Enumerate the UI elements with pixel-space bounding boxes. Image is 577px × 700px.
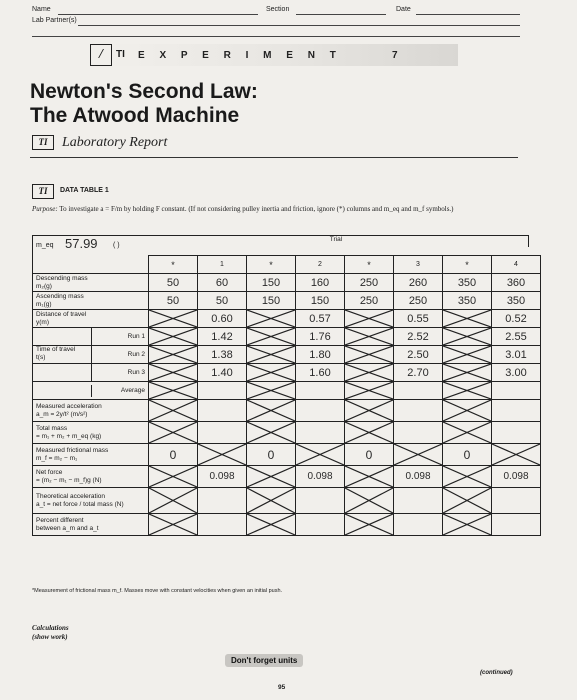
crossed-cell — [198, 444, 247, 466]
cell: 350 — [443, 274, 492, 292]
cross-mark-icon — [443, 382, 491, 399]
crossed-cell — [149, 364, 198, 382]
descending-mass-row — [33, 274, 541, 292]
cell: 0.098 — [198, 466, 247, 488]
row-label — [33, 514, 149, 536]
crossed-cell — [345, 400, 394, 422]
experiment-number: 7 — [392, 50, 398, 61]
cross-mark-icon — [443, 310, 491, 327]
cell: 50 — [149, 292, 198, 310]
cell: 150 — [247, 274, 296, 292]
cell: 0.60 — [198, 310, 247, 328]
lab-partners-line — [78, 25, 520, 26]
cell: 350 — [443, 292, 492, 310]
crossed-cell — [247, 514, 296, 536]
run3-row — [33, 364, 541, 382]
cell — [296, 488, 345, 514]
cell: 1.40 — [198, 364, 247, 382]
accel-label: Measured acceleration — [36, 402, 102, 410]
crossed-cell — [247, 400, 296, 422]
units-reminder-stamp: Don't forget units — [225, 654, 303, 667]
time-group-spacer — [33, 385, 91, 397]
cell: 2.55 — [492, 328, 541, 346]
meq-value: 57.99 — [65, 236, 98, 251]
row-label — [33, 422, 149, 444]
theoretical-unit: a_t = net force / total mass (N) — [36, 500, 124, 508]
cross-mark-icon — [443, 422, 491, 443]
cross-mark-icon — [296, 444, 344, 465]
row-label — [33, 274, 149, 292]
crossed-cell — [443, 328, 492, 346]
total-mass-unit: = m₁ + m₂ + m_eq (kg) — [36, 432, 102, 440]
experiment-label: E X P E R I M E N T — [138, 50, 342, 61]
time-label: Time of travel — [36, 346, 76, 353]
average-label: Average — [91, 385, 148, 397]
cross-mark-icon — [149, 310, 197, 327]
crossed-cell — [345, 346, 394, 364]
purpose-body: To investigate a = F/m by holding F constant. (If not considering pulley inertia and friction, ignore (*) columns and m_eq and m_f symbols.) — [59, 205, 454, 213]
run2-label: Run 2 — [91, 346, 148, 363]
cross-mark-icon — [247, 400, 295, 421]
crossed-cell — [345, 328, 394, 346]
crossed-cell — [443, 514, 492, 536]
cell: 150 — [296, 292, 345, 310]
col-header: 1 — [198, 256, 247, 274]
cell — [198, 514, 247, 536]
cross-mark-icon — [149, 382, 197, 399]
total-mass-label: Total mass — [36, 424, 68, 432]
col-header: * — [443, 256, 492, 274]
cell: 250 — [394, 292, 443, 310]
row-label — [33, 364, 149, 382]
crossed-cell — [149, 382, 198, 400]
cross-mark-icon — [149, 400, 197, 421]
cell: 50 — [198, 292, 247, 310]
average-row — [33, 382, 541, 400]
continued-note: (continued) — [480, 670, 513, 676]
data-table-ti-badge: TI — [32, 184, 54, 199]
cross-mark-icon — [443, 514, 491, 535]
crossed-cell — [443, 400, 492, 422]
cell — [198, 382, 247, 400]
frictional-mass-row — [33, 444, 541, 466]
cross-mark-icon — [149, 364, 197, 381]
cell: 0.098 — [492, 466, 541, 488]
cross-mark-icon — [247, 364, 295, 381]
page-title-line2: The Atwood Machine — [30, 104, 240, 127]
cell — [492, 400, 541, 422]
cross-mark-icon — [443, 364, 491, 381]
descending-mass-unit: m₂(g) — [36, 282, 52, 290]
cross-mark-icon — [443, 346, 491, 363]
cell: 2.70 — [394, 364, 443, 382]
crossed-cell — [149, 346, 198, 364]
cell: 60 — [198, 274, 247, 292]
distance-unit: y(m) — [36, 318, 49, 326]
run3-label: Run 3 — [91, 364, 148, 381]
header-blank — [33, 256, 149, 274]
cross-mark-icon — [149, 466, 197, 487]
theoretical-row — [33, 488, 541, 514]
section-label: Section — [266, 6, 290, 13]
crossed-cell — [247, 488, 296, 514]
ascending-mass-label: Ascending mass — [36, 292, 84, 300]
cell: 1.80 — [296, 346, 345, 364]
col-header: * — [345, 256, 394, 274]
name-label: Name — [32, 6, 51, 13]
cell — [296, 382, 345, 400]
cell: 2.52 — [394, 328, 443, 346]
purpose-text — [32, 205, 522, 214]
cell: 360 — [492, 274, 541, 292]
col-header: 3 — [394, 256, 443, 274]
run2-row — [33, 346, 541, 364]
cross-mark-icon — [345, 382, 393, 399]
crossed-cell — [443, 382, 492, 400]
cell — [296, 400, 345, 422]
cell — [394, 382, 443, 400]
cell — [394, 488, 443, 514]
cell — [492, 422, 541, 444]
cell: 1.38 — [198, 346, 247, 364]
cell: 0.55 — [394, 310, 443, 328]
crossed-cell — [345, 488, 394, 514]
crossed-cell — [345, 364, 394, 382]
cell — [198, 400, 247, 422]
run-label-wrap — [33, 346, 148, 363]
cross-mark-icon — [149, 328, 197, 345]
name-line — [58, 14, 258, 15]
cell — [492, 514, 541, 536]
cell — [198, 422, 247, 444]
experiment-ti-mark: TI — [116, 49, 125, 60]
cross-mark-icon — [345, 488, 393, 513]
cell: 0 — [247, 444, 296, 466]
cross-mark-icon — [198, 444, 246, 465]
ti-badge: TI — [32, 135, 54, 150]
cell: 350 — [492, 292, 541, 310]
cell — [394, 400, 443, 422]
crossed-cell — [247, 382, 296, 400]
cross-mark-icon — [247, 328, 295, 345]
run-label-wrap — [33, 328, 148, 345]
cross-mark-icon — [443, 400, 491, 421]
cross-mark-icon — [394, 444, 442, 465]
row-label — [33, 466, 149, 488]
crossed-cell — [149, 514, 198, 536]
crossed-cell — [394, 444, 443, 466]
cell: 250 — [345, 292, 394, 310]
cross-mark-icon — [247, 466, 295, 487]
net-force-label: Net force — [36, 468, 63, 476]
cross-mark-icon — [149, 514, 197, 535]
crossed-cell — [345, 382, 394, 400]
data-table — [32, 255, 541, 536]
column-header-row — [33, 256, 541, 274]
cross-mark-icon — [247, 346, 295, 363]
meq-unit: ( ) — [113, 242, 120, 249]
ascending-mass-unit: m₁(g) — [36, 300, 52, 308]
accel-unit: a_m = 2y/t² (m/s²) — [36, 410, 88, 418]
section-divider — [30, 157, 518, 158]
run-label-wrap — [33, 364, 148, 381]
calculations-title: Calculations — [32, 624, 69, 632]
cross-mark-icon — [345, 364, 393, 381]
descending-mass-label: Descending mass — [36, 274, 88, 282]
time-unit: t(s) — [36, 354, 46, 361]
cross-mark-icon — [345, 514, 393, 535]
lab-partners-line-2 — [32, 36, 520, 37]
col-header: * — [247, 256, 296, 274]
cross-mark-icon — [247, 422, 295, 443]
crossed-cell — [345, 514, 394, 536]
frictional-mass-label: Measured frictional mass — [36, 446, 109, 454]
row-label — [33, 382, 149, 400]
cell — [492, 382, 541, 400]
cross-mark-icon — [345, 466, 393, 487]
cell: 150 — [247, 292, 296, 310]
crossed-cell — [492, 444, 541, 466]
crossed-cell — [345, 466, 394, 488]
page-title-line1: Newton's Second Law: — [30, 80, 258, 103]
cell: 1.60 — [296, 364, 345, 382]
date-line — [416, 14, 520, 15]
crossed-cell — [149, 400, 198, 422]
crossed-cell — [247, 310, 296, 328]
cross-mark-icon — [345, 422, 393, 443]
crossed-cell — [149, 328, 198, 346]
run1-label: Run 1 — [91, 328, 148, 345]
cross-mark-icon — [492, 444, 540, 465]
cross-mark-icon — [345, 310, 393, 327]
crossed-cell — [443, 422, 492, 444]
cross-mark-icon — [247, 488, 295, 513]
lab-partners-label: Lab Partner(s) — [32, 17, 77, 24]
meq-cell — [32, 235, 145, 256]
cell: 260 — [394, 274, 443, 292]
cell — [492, 488, 541, 514]
cross-mark-icon — [247, 514, 295, 535]
cell — [394, 422, 443, 444]
crossed-cell — [247, 466, 296, 488]
run-label-wrap — [33, 385, 148, 397]
percent-label: Percent different — [36, 516, 84, 524]
crossed-cell — [296, 444, 345, 466]
crossed-cell — [345, 310, 394, 328]
checkbox-mark: / — [90, 44, 112, 66]
row-label — [33, 400, 149, 422]
crossed-cell — [149, 422, 198, 444]
cell: 0.098 — [296, 466, 345, 488]
ascending-mass-row — [33, 292, 541, 310]
cell: 0 — [345, 444, 394, 466]
time-group-spacer — [33, 364, 91, 381]
cell: 0.52 — [492, 310, 541, 328]
row-label — [33, 310, 149, 328]
row-label — [33, 346, 149, 364]
crossed-cell — [247, 422, 296, 444]
percent-unit: between a_m and a_t — [36, 524, 99, 532]
cell — [296, 514, 345, 536]
cell — [198, 488, 247, 514]
crossed-cell — [149, 488, 198, 514]
distance-row — [33, 310, 541, 328]
crossed-cell — [443, 488, 492, 514]
cell: 160 — [296, 274, 345, 292]
crossed-cell — [443, 346, 492, 364]
crossed-cell — [345, 422, 394, 444]
total-mass-row — [33, 422, 541, 444]
cross-mark-icon — [149, 346, 197, 363]
accel-row — [33, 400, 541, 422]
report-subtitle: Laboratory Report — [62, 135, 168, 150]
cross-mark-icon — [345, 346, 393, 363]
table-footnote: *Measurement of frictional mass m_f. Masses move with constant velocities when given an initial push. — [32, 588, 283, 594]
cell: 0.57 — [296, 310, 345, 328]
cell: 0.098 — [394, 466, 443, 488]
cell: 2.50 — [394, 346, 443, 364]
data-table-title: DATA TABLE 1 — [60, 187, 109, 194]
meq-label: m_eq — [36, 242, 54, 249]
net-force-row — [33, 466, 541, 488]
cell: 0 — [443, 444, 492, 466]
cross-mark-icon — [443, 328, 491, 345]
theoretical-label: Theoretical acceleration — [36, 492, 106, 500]
row-label — [33, 488, 149, 514]
run1-row — [33, 328, 541, 346]
trial-header: Trial — [144, 235, 529, 247]
distance-label: Distance of travel — [36, 310, 87, 318]
col-header: 4 — [492, 256, 541, 274]
cell: 250 — [345, 274, 394, 292]
crossed-cell — [149, 310, 198, 328]
crossed-cell — [247, 364, 296, 382]
time-group-spacer — [33, 328, 91, 345]
cell — [296, 422, 345, 444]
show-work-note: (show work) — [32, 633, 68, 641]
cross-mark-icon — [149, 422, 197, 443]
row-label — [33, 444, 149, 466]
cross-mark-icon — [345, 400, 393, 421]
frictional-mass-unit: m_f = m₂ − m₁ — [36, 454, 78, 462]
col-header: * — [149, 256, 198, 274]
cross-mark-icon — [149, 488, 197, 513]
cell: 3.00 — [492, 364, 541, 382]
cell — [394, 514, 443, 536]
col-header: 2 — [296, 256, 345, 274]
date-label: Date — [396, 6, 411, 13]
time-group-label — [33, 346, 91, 363]
percent-row — [33, 514, 541, 536]
crossed-cell — [247, 346, 296, 364]
page-number: 95 — [278, 684, 286, 691]
net-force-unit: = (m₂ − m₁ − m_f)g (N) — [36, 476, 102, 484]
cell: 50 — [149, 274, 198, 292]
row-label — [33, 328, 149, 346]
calculations-label — [32, 624, 69, 642]
crossed-cell — [149, 466, 198, 488]
crossed-cell — [443, 364, 492, 382]
section-line — [296, 14, 386, 15]
cross-mark-icon — [443, 466, 491, 487]
cross-mark-icon — [247, 310, 295, 327]
crossed-cell — [443, 466, 492, 488]
cell: 1.76 — [296, 328, 345, 346]
crossed-cell — [443, 310, 492, 328]
crossed-cell — [247, 328, 296, 346]
cell: 1.42 — [198, 328, 247, 346]
cross-mark-icon — [443, 488, 491, 513]
purpose-label: Purpose: — [32, 205, 58, 213]
cell: 0 — [149, 444, 198, 466]
cross-mark-icon — [345, 328, 393, 345]
cell: 3.01 — [492, 346, 541, 364]
cross-mark-icon — [247, 382, 295, 399]
row-label — [33, 292, 149, 310]
